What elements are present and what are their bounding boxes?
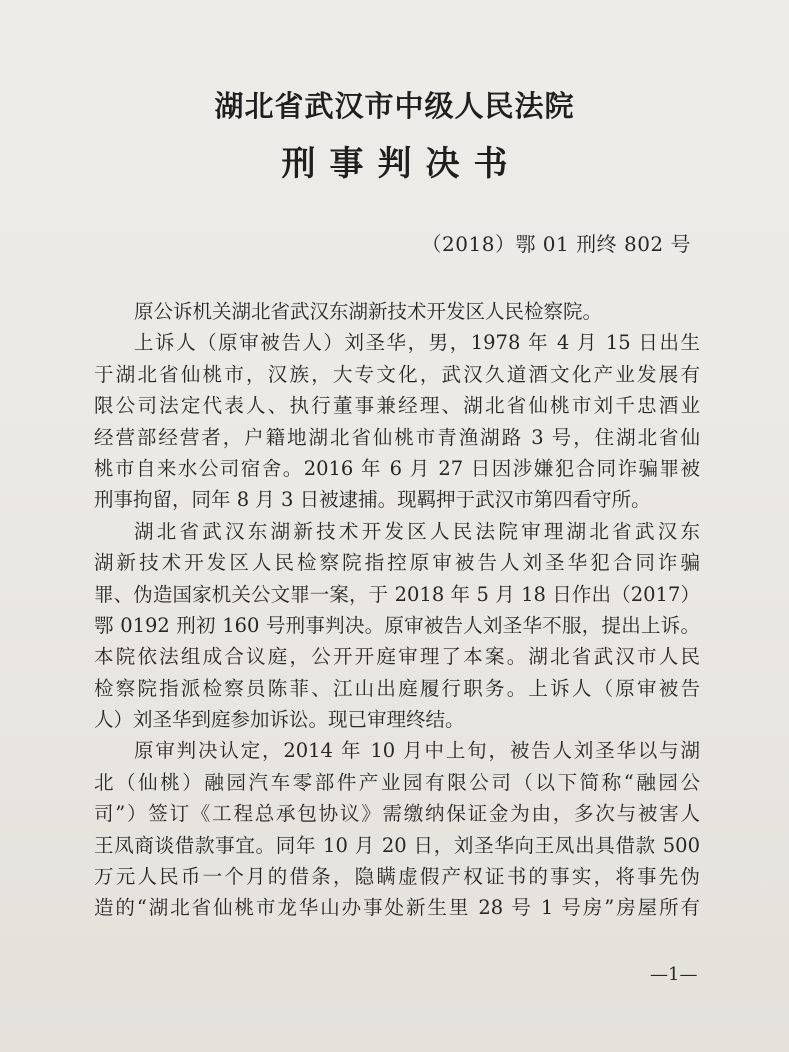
body-line: 桃市自来水公司宿舍。2016 年 6 月 27 日因涉嫌犯合同诈骗罪被 — [94, 456, 700, 480]
body-line: 经营部经营者，户籍地湖北省仙桃市青渔湖路 3 号，住湖北省仙 — [94, 425, 700, 449]
body-line: 鄂 0192 刑初 160 号刑事判决。原审被告人刘圣华不服，提出上诉。 — [94, 613, 700, 637]
body-line: 湖北省武汉东湖新技术开发区人民法院审理湖北省武汉东 — [134, 519, 700, 543]
body-line: 北（仙桃）融园汽车零部件产业园有限公司（以下简称“融园公 — [94, 770, 700, 794]
body-line: 湖新技术开发区人民检察院指控原审被告人刘圣华犯合同诈骗 — [94, 551, 700, 575]
body-line: 限公司法定代表人、执行董事兼经理、湖北省仙桃市刘千忠酒业 — [94, 394, 700, 418]
body-line: 王凤商谈借款事宜。同年 10 月 20 日，刘圣华向王凤出具借款 500 — [94, 833, 700, 857]
body-line: 造的“湖北省仙桃市龙华山办事处新生里 28 号 1 号房”房屋所有 — [94, 896, 700, 920]
body-line: 人）刘圣华到庭参加诉讼。现已审理终结。 — [94, 708, 465, 732]
body-line: 上诉人（原审被告人）刘圣华，男，1978 年 4 月 15 日出生 — [134, 331, 700, 355]
page-number: —1— — [650, 964, 698, 985]
body-line: 万元人民币一个月的借条，隐瞒虚假产权证书的事实，将事先伪 — [94, 865, 700, 889]
judgment-body-text — [94, 296, 700, 924]
body-line: 于湖北省仙桃市，汉族，大专文化，武汉久道酒文化产业发展有 — [94, 362, 700, 386]
case-number: （2018）鄂 01 刑终 802 号 — [421, 232, 691, 256]
body-line: 检察院指派检察员陈菲、江山出庭履行职务。上诉人（原审被告 — [94, 676, 700, 700]
court-name-heading: 湖北省武汉市中级人民法院 — [214, 89, 575, 123]
body-line: 原审判决认定，2014 年 10 月中上旬，被告人刘圣华以与湖 — [134, 739, 700, 763]
body-line: 刑事拘留，同年 8 月 3 日被逮捕。现羁押于武汉市第四看守所。 — [94, 488, 651, 512]
body-line: 本院依法组成合议庭，公开开庭审理了本案。湖北省武汉市人民 — [94, 645, 700, 669]
document-type-title: 刑事判决书 — [281, 144, 522, 184]
body-line: 罪、伪造国家机关公文罪一案，于 2018 年 5 月 18 日作出（2017） — [94, 582, 700, 606]
body-line: 原公诉机关湖北省武汉东湖新技术开发区人民检察院。 — [134, 300, 603, 323]
body-line: 司”）签订《工程总承包协议》需缴纳保证金为由，多次与被害人 — [94, 802, 700, 826]
